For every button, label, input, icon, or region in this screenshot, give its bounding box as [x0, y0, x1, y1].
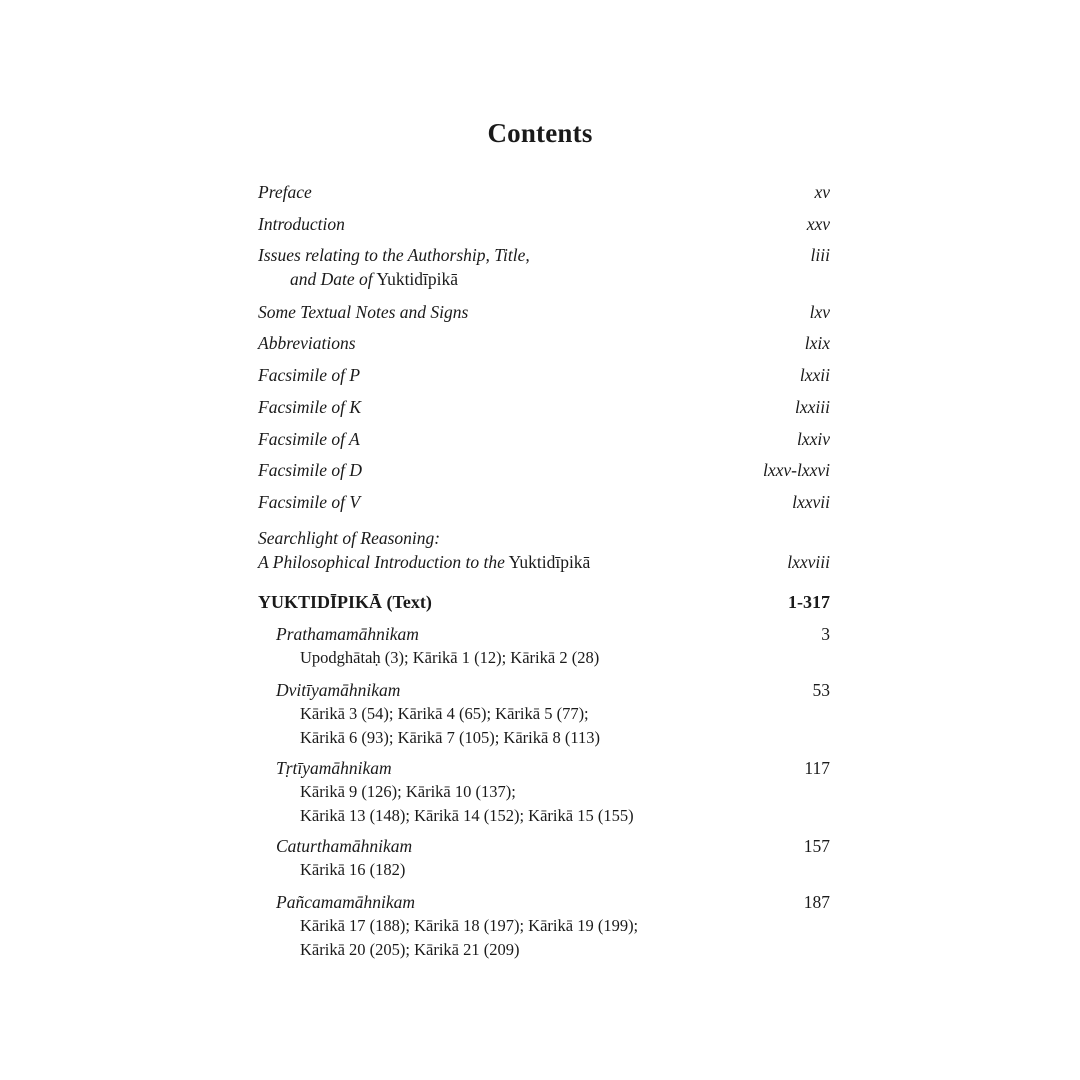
toc-entry-label-line2-prefix: and Date of	[290, 269, 373, 289]
toc-subsection-page: 187	[803, 892, 830, 912]
toc-section-text	[258, 590, 830, 614]
toc-subsection-detail: Kārikā 3 (54); Kārikā 4 (65); Kārikā 5 (77);	[300, 704, 589, 723]
toc-entry-facsimile-v	[258, 490, 830, 514]
toc-subsection-detail: Kārikā 20 (205); Kārikā 21 (209)	[300, 940, 520, 959]
toc-entry-page: liii	[810, 245, 830, 265]
toc-entry-label: Some Textual Notes and Signs	[258, 302, 469, 322]
toc-entry-label-line2-prefix: A Philosophical Introduction to the	[258, 552, 505, 572]
toc-subsection-pancama	[276, 890, 830, 962]
page-title: Contents	[487, 118, 593, 148]
toc-entry-preface	[258, 180, 830, 204]
toc-section-label: YUKTIDĪPIKĀ (Text)	[258, 592, 432, 612]
toc-subsection-detail: Upodghātaḥ (3); Kārikā 1 (12); Kārikā 2 (28)	[300, 648, 600, 667]
toc-subsection-page: 53	[812, 680, 830, 700]
toc-entry-page: lxxvii	[792, 492, 830, 512]
toc-subsection-name: Caturthamāhnikam	[276, 836, 413, 856]
toc-entry-label-line1: Issues relating to the Authorship, Title,	[258, 245, 530, 265]
toc-subsection-prathama	[276, 622, 830, 670]
toc-subsection-detail: Kārikā 13 (148); Kārikā 14 (152); Kārikā 15 (155)	[300, 806, 634, 825]
toc-subsection-detail: Kārikā 16 (182)	[300, 860, 406, 879]
toc-entry-label: Preface	[258, 182, 312, 202]
toc-subsection-name: Prathamamāhnikam	[276, 624, 419, 644]
toc-entry-label: Facsimile of K	[258, 397, 362, 417]
toc-subsection-detail: Kārikā 17 (188); Kārikā 18 (197); Kārikā 19 (199);	[300, 916, 639, 935]
toc-entry-label: Facsimile of A	[258, 429, 360, 449]
toc-entry-label-line2-title: Yuktidīpikā	[372, 269, 459, 289]
toc-subsection-detail: Kārikā 6 (93); Kārikā 7 (105); Kārikā 8 (113)	[300, 728, 600, 747]
toc-entry-page: lxxii	[799, 365, 830, 385]
toc-subsection-page: 3	[821, 624, 830, 644]
toc-entry-issues	[258, 243, 830, 291]
toc-subsection-name: Pañcamamāhnikam	[276, 892, 416, 912]
toc-entry-label-line2-title: Yuktidīpikā	[504, 552, 591, 572]
toc-entry-label-line1: Searchlight of Reasoning:	[258, 528, 441, 548]
toc-entry-page: lxxviii	[787, 552, 830, 572]
toc-entry-label: Facsimile of P	[258, 365, 361, 385]
toc-subsection-trtiya	[276, 756, 830, 828]
toc-subsection-detail: Kārikā 9 (126); Kārikā 10 (137);	[300, 782, 516, 801]
toc-subsection-dvitiya	[276, 678, 830, 750]
toc-entry-label: Abbreviations	[258, 333, 356, 353]
toc-subsection-caturtha	[276, 834, 830, 882]
toc-entry-page: lxix	[804, 333, 830, 353]
toc-entry-abbreviations	[258, 331, 830, 355]
toc-entry-label: Facsimile of V	[258, 492, 361, 512]
toc-entry-label: Introduction	[258, 214, 345, 234]
toc-subsection-page: 157	[803, 836, 830, 856]
toc-entry-facsimile-d	[258, 458, 830, 482]
toc-entry-label-line2	[258, 267, 830, 291]
toc-subsection-name: Tṛtīyamāhnikam	[276, 758, 392, 778]
toc-entry-page: xxv	[806, 214, 830, 234]
toc-subsection-name: Dvitīyamāhnikam	[276, 680, 401, 700]
toc-section-page: 1-317	[788, 592, 830, 612]
toc-entry-facsimile-k	[258, 395, 830, 419]
toc-entry-textual-notes	[258, 300, 830, 324]
toc-entry-page: lxxiv	[796, 429, 830, 449]
toc-entry-page: lxxiii	[795, 397, 830, 417]
toc-entry-facsimile-a	[258, 427, 830, 451]
toc-entry-searchlight	[258, 526, 830, 574]
toc-entry-label-line2	[258, 550, 830, 574]
toc-entry-page: lxv	[809, 302, 830, 322]
toc-entry-label: Facsimile of D	[258, 460, 363, 480]
toc-entry-page: xv	[814, 182, 830, 202]
toc-entry-page: lxxv-lxxvi	[762, 460, 830, 480]
toc-entry-facsimile-p	[258, 363, 830, 387]
toc-entry-introduction	[258, 212, 830, 236]
toc-subsection-page: 117	[804, 758, 830, 778]
